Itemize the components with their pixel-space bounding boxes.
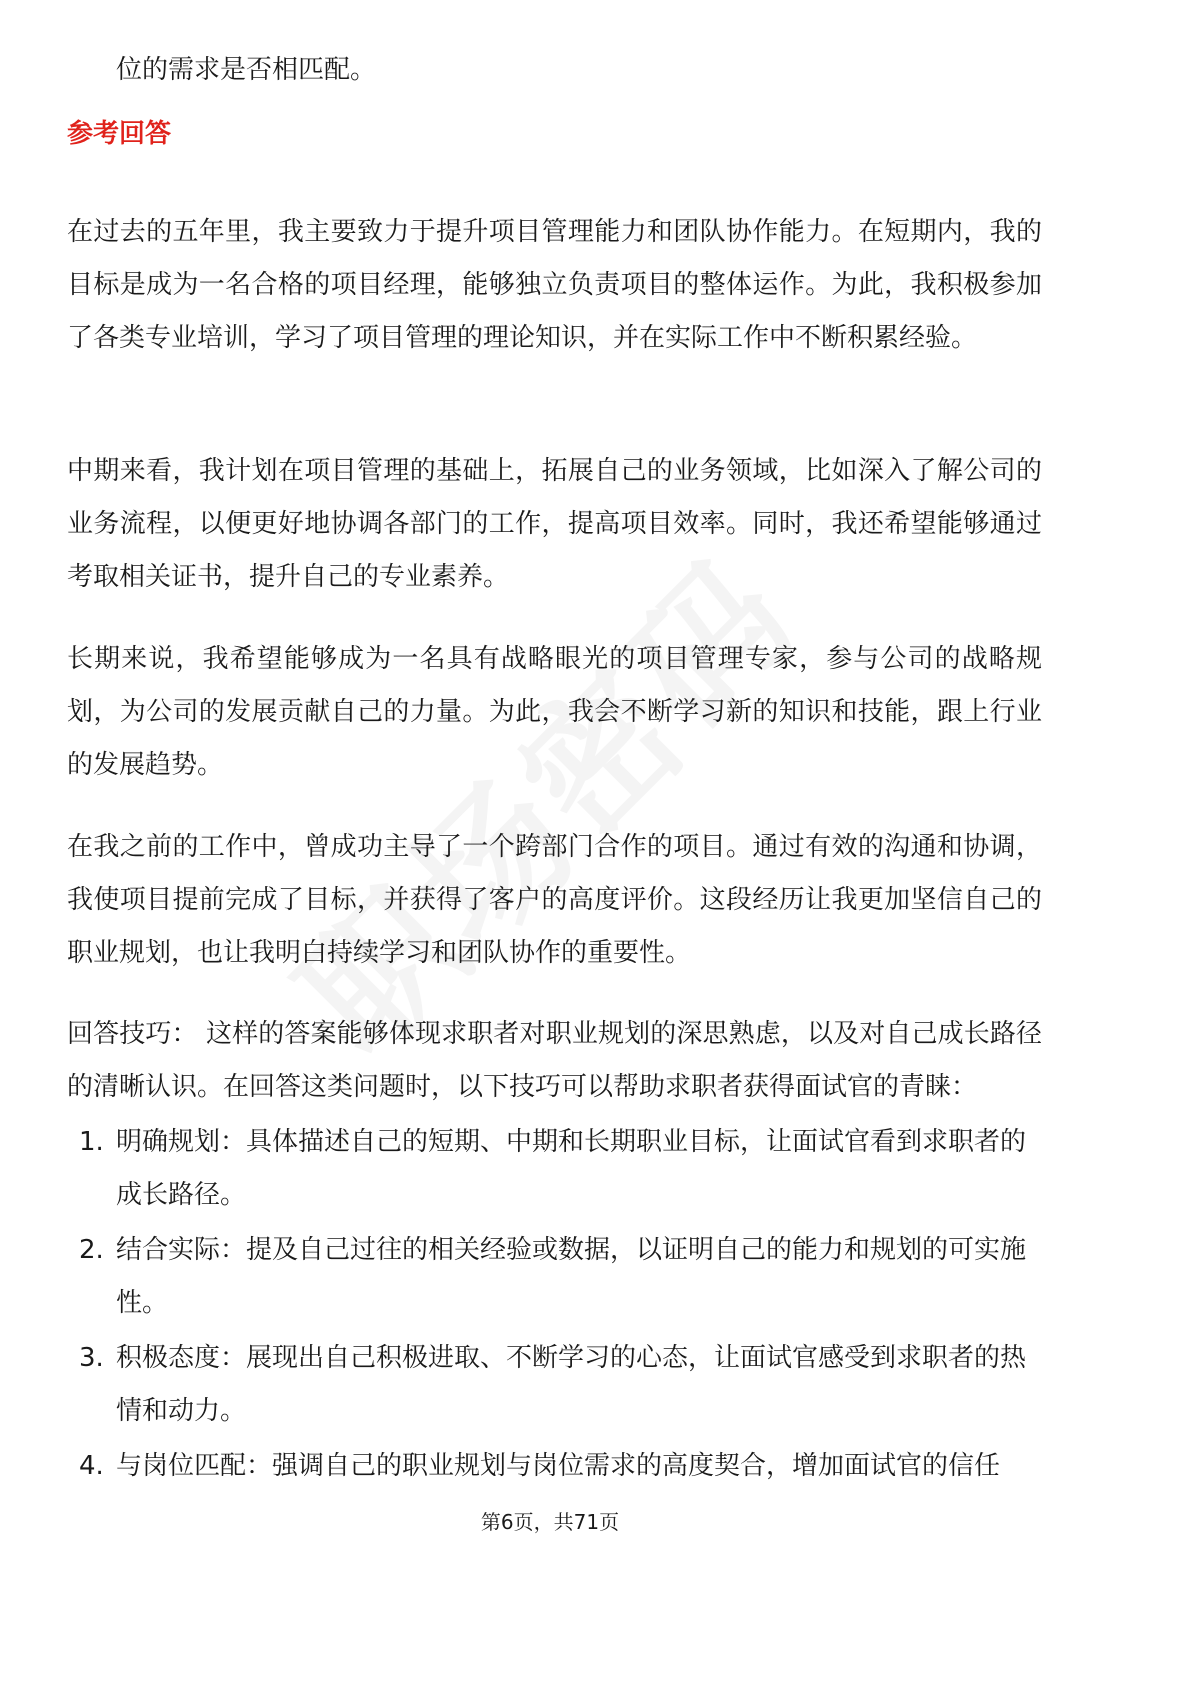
list-item-text: 与岗位匹配：强调自己的职业规划与岗位需求的高度契合，增加面试官的信任 — [116, 1451, 1001, 1481]
tips-list — [67, 1116, 1042, 1495]
list-item-text: 积极态度：展现出自己积极进取、不断学习的心态，让面试官感受到求职者的热情和动力。 — [116, 1343, 1027, 1426]
list-item — [67, 1332, 1042, 1438]
list-item-text: 结合实际：提及自己过往的相关经验或数据，以证明自己的能力和规划的可实施性。 — [116, 1235, 1027, 1318]
answer-paragraph-4: 在我之前的工作中，曾成功主导了一个跨部门合作的项目。通过有效的沟通和协调，我使项目提前完成了目标，并获得了客户的高度评价。这段经历让我更加坚信自己的职业规划，也让我明白持续学习和团队协作的重要性。 — [67, 832, 1042, 968]
section-heading: 参考回答 — [67, 119, 172, 149]
list-item-number: 3. — [79, 1343, 104, 1373]
list-item-number: 2. — [79, 1235, 104, 1265]
page-number-footer: 第6页，共71页 — [480, 1510, 620, 1534]
continuation-text: 位的需求是否相匹配。 — [116, 55, 377, 85]
answer-paragraph-3: 长期来说，我希望能够成为一名具有战略眼光的项目管理专家，参与公司的战略规划，为公司的发展贡献自己的力量。为此，我会不断学习新的知识和技能，跟上行业的发展趋势。 — [67, 644, 1042, 780]
tips-intro-paragraph: 回答技巧： 这样的答案能够体现求职者对职业规划的深思熟虑，以及对自己成长路径的清晰认识。在回答这类问题时，以下技巧可以帮助求职者获得面试官的青睐： — [67, 1019, 1042, 1102]
answer-paragraph-1: 在过去的五年里，我主要致力于提升项目管理能力和团队协作能力。在短期内，我的目标是成为一名合格的项目经理，能够独立负责项目的整体运作。为此，我积极参加了各类专业培训，学习了项目管理的理论知识，并在实际工作中不断积累经验。 — [67, 217, 1042, 353]
list-item — [67, 1116, 1042, 1222]
list-item — [67, 1440, 1042, 1493]
list-item-number: 4. — [79, 1451, 104, 1481]
list-item-text: 明确规划：具体描述自己的短期、中期和长期职业目标，让面试官看到求职者的成长路径。 — [116, 1127, 1027, 1210]
answer-paragraph-2: 中期来看，我计划在项目管理的基础上，拓展自己的业务领域，比如深入了解公司的业务流程，以便更好地协调各部门的工作，提高项目效率。同时，我还希望能够通过考取相关证书，提升自己的专业素养。 — [67, 456, 1042, 592]
list-item — [67, 1224, 1042, 1330]
list-item-number: 1. — [79, 1127, 104, 1157]
